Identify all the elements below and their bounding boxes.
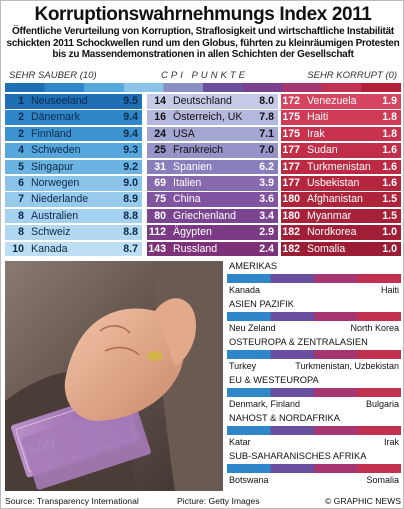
- gradient-segment: [203, 83, 243, 92]
- rank-cell: 182: [281, 242, 303, 257]
- score-cell: 1.8: [373, 127, 401, 142]
- score-cell: 1.5: [373, 209, 401, 224]
- score-cell: 1.6: [373, 160, 401, 175]
- region-bar-segment: [314, 312, 358, 321]
- rank-cell: 2: [5, 127, 27, 142]
- table-row: [147, 160, 278, 175]
- table-row: [5, 160, 142, 175]
- table-row: [281, 225, 401, 240]
- country-cell: China: [169, 192, 250, 207]
- score-cell: 8.7: [114, 242, 142, 257]
- score-cell: 6.2: [250, 160, 278, 175]
- region-bar-segment: [227, 426, 271, 435]
- region-bar-segment: [314, 350, 358, 359]
- region-gradient-bar: [227, 388, 401, 397]
- region-best: Katar: [229, 437, 251, 447]
- rank-cell: 175: [281, 127, 303, 142]
- region-bar-segment: [358, 312, 402, 321]
- region-bar-segment: [271, 388, 315, 397]
- score-cell: 3.6: [250, 192, 278, 207]
- photo-hand-with-banknotes: [5, 261, 223, 491]
- gradient-segment: [5, 83, 45, 92]
- scale-label-center: CPI PUNKTE: [161, 70, 249, 81]
- region-block: [227, 451, 401, 489]
- country-cell: Ägypten: [169, 225, 250, 240]
- region-name: AMERIKAS: [229, 261, 278, 271]
- country-cell: Spanien: [169, 160, 250, 175]
- score-cell: 1.9: [373, 94, 401, 109]
- table-row: [281, 192, 401, 207]
- rank-cell: 80: [147, 209, 169, 224]
- score-cell: 7.1: [250, 127, 278, 142]
- regions-panel: [227, 261, 401, 491]
- region-bar-segment: [271, 312, 315, 321]
- score-cell: 1.6: [373, 176, 401, 191]
- country-cell: Afghanistan: [303, 192, 373, 207]
- region-bar-segment: [314, 274, 358, 283]
- country-cell: Griechenland: [169, 209, 250, 224]
- rank-cell: 182: [281, 225, 303, 240]
- country-cell: Myanmar: [303, 209, 373, 224]
- rank-cell: 1: [5, 94, 27, 109]
- region-bar-segment: [358, 274, 402, 283]
- rank-cell: 7: [5, 192, 27, 207]
- table-row: [147, 127, 278, 142]
- table-row: [147, 176, 278, 191]
- region-bar-segment: [271, 464, 315, 473]
- score-cell: 9.4: [114, 127, 142, 142]
- country-cell: Schweden: [27, 143, 114, 158]
- rank-cell: 177: [281, 176, 303, 191]
- rank-cell: 177: [281, 160, 303, 175]
- region-worst: Haiti: [380, 285, 399, 295]
- table-row: [281, 94, 401, 109]
- ranking-column-clean: [5, 94, 142, 258]
- page-title: Korruptionswahrnehmungs Index 2011: [34, 4, 372, 25]
- table-row: [281, 176, 401, 191]
- rank-cell: 5: [5, 160, 27, 175]
- country-cell: Venezuela: [303, 94, 373, 109]
- score-cell: 9.3: [114, 143, 142, 158]
- table-row: [281, 143, 401, 158]
- country-cell: Dänemark: [27, 110, 114, 125]
- rank-cell: 143: [147, 242, 169, 257]
- region-bar-segment: [358, 426, 402, 435]
- country-cell: Somalia: [303, 242, 373, 257]
- country-cell: Italien: [169, 176, 250, 191]
- region-name: NAHOST & NORDAFRIKA: [229, 413, 340, 423]
- region-bar-segment: [314, 388, 358, 397]
- gradient-segment: [282, 83, 322, 92]
- region-block: [227, 413, 401, 451]
- table-row: [5, 143, 142, 158]
- country-cell: Haiti: [303, 110, 373, 125]
- score-cell: 7.0: [250, 143, 278, 158]
- rank-cell: 8: [5, 209, 27, 224]
- region-gradient-bar: [227, 312, 401, 321]
- region-bar-segment: [314, 426, 358, 435]
- table-row: [147, 192, 278, 207]
- gradient-segment: [163, 83, 203, 92]
- country-cell: Norwegen: [27, 176, 114, 191]
- table-row: [281, 110, 401, 125]
- score-cell: 1.0: [373, 242, 401, 257]
- region-bar-segment: [227, 274, 271, 283]
- country-cell: Österreich, UK: [169, 110, 250, 125]
- region-worst: North Korea: [350, 323, 399, 333]
- rank-cell: 180: [281, 192, 303, 207]
- region-bar-segment: [227, 464, 271, 473]
- country-cell: Neuseeland: [27, 94, 114, 109]
- score-cell: 1.0: [373, 225, 401, 240]
- rank-cell: 10: [5, 242, 27, 257]
- country-cell: Niederlande: [27, 192, 114, 207]
- footer: [1, 495, 404, 509]
- table-row: [5, 110, 142, 125]
- region-bar-segment: [358, 388, 402, 397]
- rank-cell: 14: [147, 94, 169, 109]
- gradient-segment: [361, 83, 401, 92]
- score-cell: 1.6: [373, 143, 401, 158]
- score-cell: 2.9: [250, 225, 278, 240]
- rank-cell: 69: [147, 176, 169, 191]
- score-cell: 8.0: [250, 94, 278, 109]
- scale-labels: [1, 70, 404, 82]
- score-cell: 8.9: [114, 192, 142, 207]
- region-bar-segment: [271, 350, 315, 359]
- region-best: Turkey: [229, 361, 257, 371]
- region-bar-segment: [227, 350, 271, 359]
- source-credit: Source: Transparency International: [5, 496, 139, 506]
- table-row: [5, 242, 142, 257]
- region-gradient-bar: [227, 274, 401, 283]
- table-row: [147, 143, 278, 158]
- photo-illustration: [5, 261, 223, 491]
- region-name: ASIEN PAZIFIK: [229, 299, 294, 309]
- region-gradient-bar: [227, 464, 401, 473]
- region-gradient-bar: [227, 426, 401, 435]
- table-row: [147, 225, 278, 240]
- region-best: Kanada: [229, 285, 261, 295]
- rank-cell: 172: [281, 94, 303, 109]
- table-row: [281, 242, 401, 257]
- region-worst: Bulgaria: [365, 399, 399, 409]
- region-worst: Turkmenistan, Uzbekistan: [295, 361, 399, 371]
- score-cell: 8.8: [114, 225, 142, 240]
- region-bar-segment: [271, 426, 315, 435]
- scale-label-right: SEHR KORRUPT (0): [307, 70, 397, 81]
- country-cell: Nordkorea: [303, 225, 373, 240]
- cpi-gradient-bar: [5, 83, 401, 92]
- rank-cell: 16: [147, 110, 169, 125]
- table-row: [5, 225, 142, 240]
- region-name: SUB-SAHARANISCHES AFRIKA: [229, 451, 367, 461]
- score-cell: 1.8: [373, 110, 401, 125]
- rank-cell: 2: [5, 110, 27, 125]
- score-cell: 3.9: [250, 176, 278, 191]
- country-cell: Kanada: [27, 242, 114, 257]
- region-worst: Irak: [383, 437, 399, 447]
- country-cell: Sudan: [303, 143, 373, 158]
- score-cell: 9.4: [114, 110, 142, 125]
- country-cell: Usbekistan: [303, 176, 373, 191]
- score-cell: 7.8: [250, 110, 278, 125]
- country-cell: Russland: [169, 242, 250, 257]
- region-best: Botswana: [229, 475, 269, 485]
- region-bar-segment: [227, 388, 271, 397]
- score-cell: 1.5: [373, 192, 401, 207]
- picture-credit: Picture: Getty Images: [177, 496, 260, 506]
- copyright: © GRAPHIC NEWS: [324, 496, 401, 506]
- region-bar-segment: [314, 464, 358, 473]
- region-bar-segment: [271, 274, 315, 283]
- gradient-segment: [322, 83, 362, 92]
- table-row: [5, 94, 142, 109]
- intro-text: Öffentliche Verurteilung von Korruption, Straflosigkeit und wirtschaftliche Instabilität schickten 2011 Schockwellen rund um den Globus, führten zu kleinräumigen Protesten bis zu Massendemonstrationen in allen Schichten der Gesellschaft: [6, 26, 400, 61]
- region-name: OSTEUROPA & ZENTRALASIEN: [229, 337, 368, 347]
- region-name: EU & WESTEUROPA: [229, 375, 319, 385]
- region-bar-segment: [358, 464, 402, 473]
- country-cell: Frankreich: [169, 143, 250, 158]
- country-cell: Singapur: [27, 160, 114, 175]
- rank-cell: 180: [281, 209, 303, 224]
- region-block: [227, 261, 401, 299]
- region-block: [227, 337, 401, 375]
- region-bar-segment: [358, 350, 402, 359]
- table-row: [147, 94, 278, 109]
- score-cell: 3.4: [250, 209, 278, 224]
- region-bar-segment: [227, 312, 271, 321]
- table-row: [147, 209, 278, 224]
- table-row: [5, 176, 142, 191]
- score-cell: 8.8: [114, 209, 142, 224]
- rank-cell: 31: [147, 160, 169, 175]
- rank-cell: 75: [147, 192, 169, 207]
- rank-cell: 8: [5, 225, 27, 240]
- region-gradient-bar: [227, 350, 401, 359]
- rank-cell: 112: [147, 225, 169, 240]
- rank-cell: 175: [281, 110, 303, 125]
- score-cell: 9.5: [114, 94, 142, 109]
- table-row: [281, 209, 401, 224]
- rank-cell: 25: [147, 143, 169, 158]
- region-block: [227, 299, 401, 337]
- rank-cell: 24: [147, 127, 169, 142]
- region-block: [227, 375, 401, 413]
- gradient-segment: [243, 83, 283, 92]
- region-worst: Somalia: [366, 475, 399, 485]
- region-best: Neu Zeland: [229, 323, 276, 333]
- score-cell: 2.4: [250, 242, 278, 257]
- scale-label-left: SEHR SAUBER (10): [9, 70, 97, 81]
- table-row: [281, 160, 401, 175]
- country-cell: Finnland: [27, 127, 114, 142]
- country-cell: Schweiz: [27, 225, 114, 240]
- gradient-segment: [124, 83, 164, 92]
- table-row: [5, 192, 142, 207]
- score-cell: 9.2: [114, 160, 142, 175]
- rank-cell: 6: [5, 176, 27, 191]
- rank-cell: 177: [281, 143, 303, 158]
- country-cell: Turkmenistan: [303, 160, 373, 175]
- table-row: [281, 127, 401, 142]
- country-cell: USA: [169, 127, 250, 142]
- ranking-column-corrupt: [281, 94, 401, 258]
- ranking-column-middle: [147, 94, 278, 258]
- score-cell: 9.0: [114, 176, 142, 191]
- region-best: Denmark, Finland: [229, 399, 301, 409]
- table-row: [147, 110, 278, 125]
- table-row: [5, 127, 142, 142]
- country-cell: Irak: [303, 127, 373, 142]
- gradient-segment: [45, 83, 85, 92]
- country-cell: Australien: [27, 209, 114, 224]
- table-row: [5, 209, 142, 224]
- country-cell: Deutschland: [169, 94, 250, 109]
- rank-cell: 4: [5, 143, 27, 158]
- gradient-segment: [84, 83, 124, 92]
- table-row: [147, 242, 278, 257]
